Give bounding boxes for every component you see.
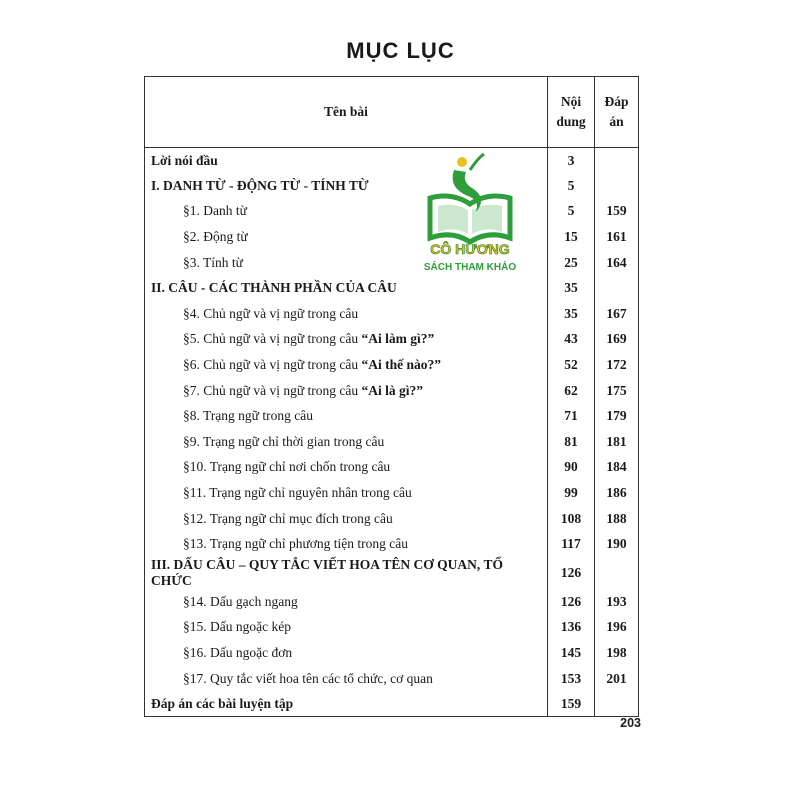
toc-entry-row [145,403,639,429]
toc-section-row [145,148,639,174]
toc-entry-row [145,666,639,692]
entry-title [145,301,548,327]
entry-title-emphasis: “Ai thế nào?” [361,357,442,373]
logo-text-line1: CÔ HƯƠNG [430,241,510,257]
entry-page: 136 [548,615,595,641]
answer-column-header-line1: Đáp [604,94,629,109]
entry-title-text: III. DẤU CÂU – QUY TẮC VIẾT HOA TÊN CƠ QUAN, TỔ CHỨC [151,557,503,588]
entry-title-text: §16. Dấu ngoặc đơn [183,644,293,660]
entry-answer-page: 175 [595,378,639,404]
entry-answer-page: 201 [595,666,639,692]
entry-answer-page: 188 [595,506,639,532]
entry-answer-page: 159 [595,199,639,225]
entry-title [145,275,548,301]
entry-page: 126 [548,589,595,615]
entry-title [145,615,548,641]
toc-entry-row [145,589,639,615]
entry-answer-page: 172 [595,352,639,378]
entry-title-text: §15. Dấu ngoặc kép [183,619,291,635]
entry-title [145,429,548,455]
entry-answer-page: 184 [595,455,639,481]
entry-answer-page: 179 [595,403,639,429]
entry-title-text: §17. Quy tắc viết hoa tên các tổ chức, cơ quan [183,670,433,686]
entry-answer-page: 198 [595,640,639,666]
entry-title-text: §3. Tính từ [183,254,243,270]
entry-page: 62 [548,378,595,404]
toc-entry-row [145,301,639,327]
toc-entry-row [145,378,639,404]
entry-page: 15 [548,224,595,250]
entry-title [145,224,548,250]
toc-entry-row [145,506,639,532]
entry-title [145,327,548,353]
entry-title [145,480,548,506]
entry-page: 35 [548,275,595,301]
toc-entry-row [145,199,639,225]
entry-answer-page: 169 [595,327,639,353]
entry-title [145,352,548,378]
entry-title-text: I. DANH TỪ - ĐỘNG TỪ - TÍNH TỪ [151,177,369,193]
entry-title-text: §12. Trạng ngữ chỉ mục đích trong câu [183,510,393,526]
page-column-header-line2: dung [556,114,586,129]
entry-title-text: §11. Trạng ngữ chỉ nguyên nhân trong câu [183,485,412,501]
entry-title-text: §1. Danh từ [183,203,247,219]
entry-answer-page: 164 [595,250,639,276]
entry-title-text: §13. Trạng ngữ chỉ phương tiện trong câu [183,536,409,552]
entry-title-text: §4. Chủ ngữ và vị ngữ trong câu [183,305,359,321]
toc-entry-row [145,250,639,276]
entry-title-text: §2. Động từ [183,229,248,245]
page-column-header-line1: Nội [560,94,582,109]
answer-column-header [595,77,639,148]
entry-answer-page: 196 [595,615,639,641]
entry-page: 117 [548,531,595,557]
entry-title [145,148,548,174]
entry-title-text: §14. Dấu gạch ngang [183,593,298,609]
page-number: 203 [620,716,641,730]
toc-header-row [145,77,639,148]
entry-page: 3 [548,148,595,174]
entry-page: 153 [548,666,595,692]
entry-title-text: §5. Chủ ngữ và vị ngữ trong câu [183,331,362,347]
logo-text-line2: SÁCH THAM KHẢO [423,262,517,273]
entry-answer-page [595,691,639,717]
entry-title [145,640,548,666]
page-title: MỤC LỤC [346,38,455,63]
entry-title-emphasis: “Ai làm gì?” [361,331,435,347]
entry-title [145,589,548,615]
entry-page: 81 [548,429,595,455]
entry-page: 71 [548,403,595,429]
entry-answer-page: 181 [595,429,639,455]
page-column-header [548,77,595,148]
entry-title-text: §7. Chủ ngữ và vị ngữ trong câu [183,382,362,398]
entry-title-text: §9. Trạng ngữ chỉ thời gian trong câu [183,433,385,449]
entry-title [145,506,548,532]
entry-answer-page: 167 [595,301,639,327]
entry-title [145,403,548,429]
entry-answer-page [595,275,639,301]
toc-entry-row [145,352,639,378]
entry-page: 90 [548,455,595,481]
entry-page: 159 [548,691,595,717]
toc-entry-row [145,327,639,353]
entry-answer-page [595,148,639,174]
toc-body [145,148,639,717]
toc-section-row [145,173,639,199]
entry-page: 25 [548,250,595,276]
entry-title-text: §8. Trạng ngữ trong câu [183,408,313,424]
entry-title-text: §6. Chủ ngữ và vị ngữ trong câu [183,357,362,373]
entry-answer-page [595,557,639,589]
entry-page: 5 [548,173,595,199]
entry-page: 99 [548,480,595,506]
toc-section-row [145,275,639,301]
toc-entry-row [145,455,639,481]
entry-title-text: Đáp án các bài luyện tập [151,695,294,711]
entry-page: 52 [548,352,595,378]
entry-title-text: II. CÂU - CÁC THÀNH PHẦN CỦA CÂU [151,280,397,296]
entry-page: 43 [548,327,595,353]
entry-answer-page [595,173,639,199]
name-column-header: Tên bài [145,77,548,148]
entry-title [145,173,548,199]
entry-answer-page: 190 [595,531,639,557]
entry-answer-page: 161 [595,224,639,250]
toc-section-row [145,557,639,589]
entry-title [145,666,548,692]
entry-page: 5 [548,199,595,225]
entry-title [145,691,548,717]
toc-entry-row [145,480,639,506]
entry-title [145,455,548,481]
entry-page: 35 [548,301,595,327]
entry-title [145,557,548,589]
toc-entry-row [145,531,639,557]
toc-entry-row [145,224,639,250]
entry-title-text: §10. Trạng ngữ chỉ nơi chốn trong câu [183,459,391,475]
entry-title-text: Lời nói đầu [151,152,218,168]
entry-title [145,531,548,557]
entry-page: 145 [548,640,595,666]
toc-table [144,76,639,717]
entry-title [145,250,548,276]
entry-page: 108 [548,506,595,532]
entry-answer-page: 186 [595,480,639,506]
answer-column-header-line2: án [609,114,624,129]
entry-page: 126 [548,557,595,589]
toc-entry-row [145,640,639,666]
entry-answer-page: 193 [595,589,639,615]
toc-section-row [145,691,639,717]
toc-entry-row [145,615,639,641]
entry-title [145,199,548,225]
entry-title-emphasis: “Ai là gì?” [361,382,424,398]
toc-entry-row [145,429,639,455]
entry-title [145,378,548,404]
